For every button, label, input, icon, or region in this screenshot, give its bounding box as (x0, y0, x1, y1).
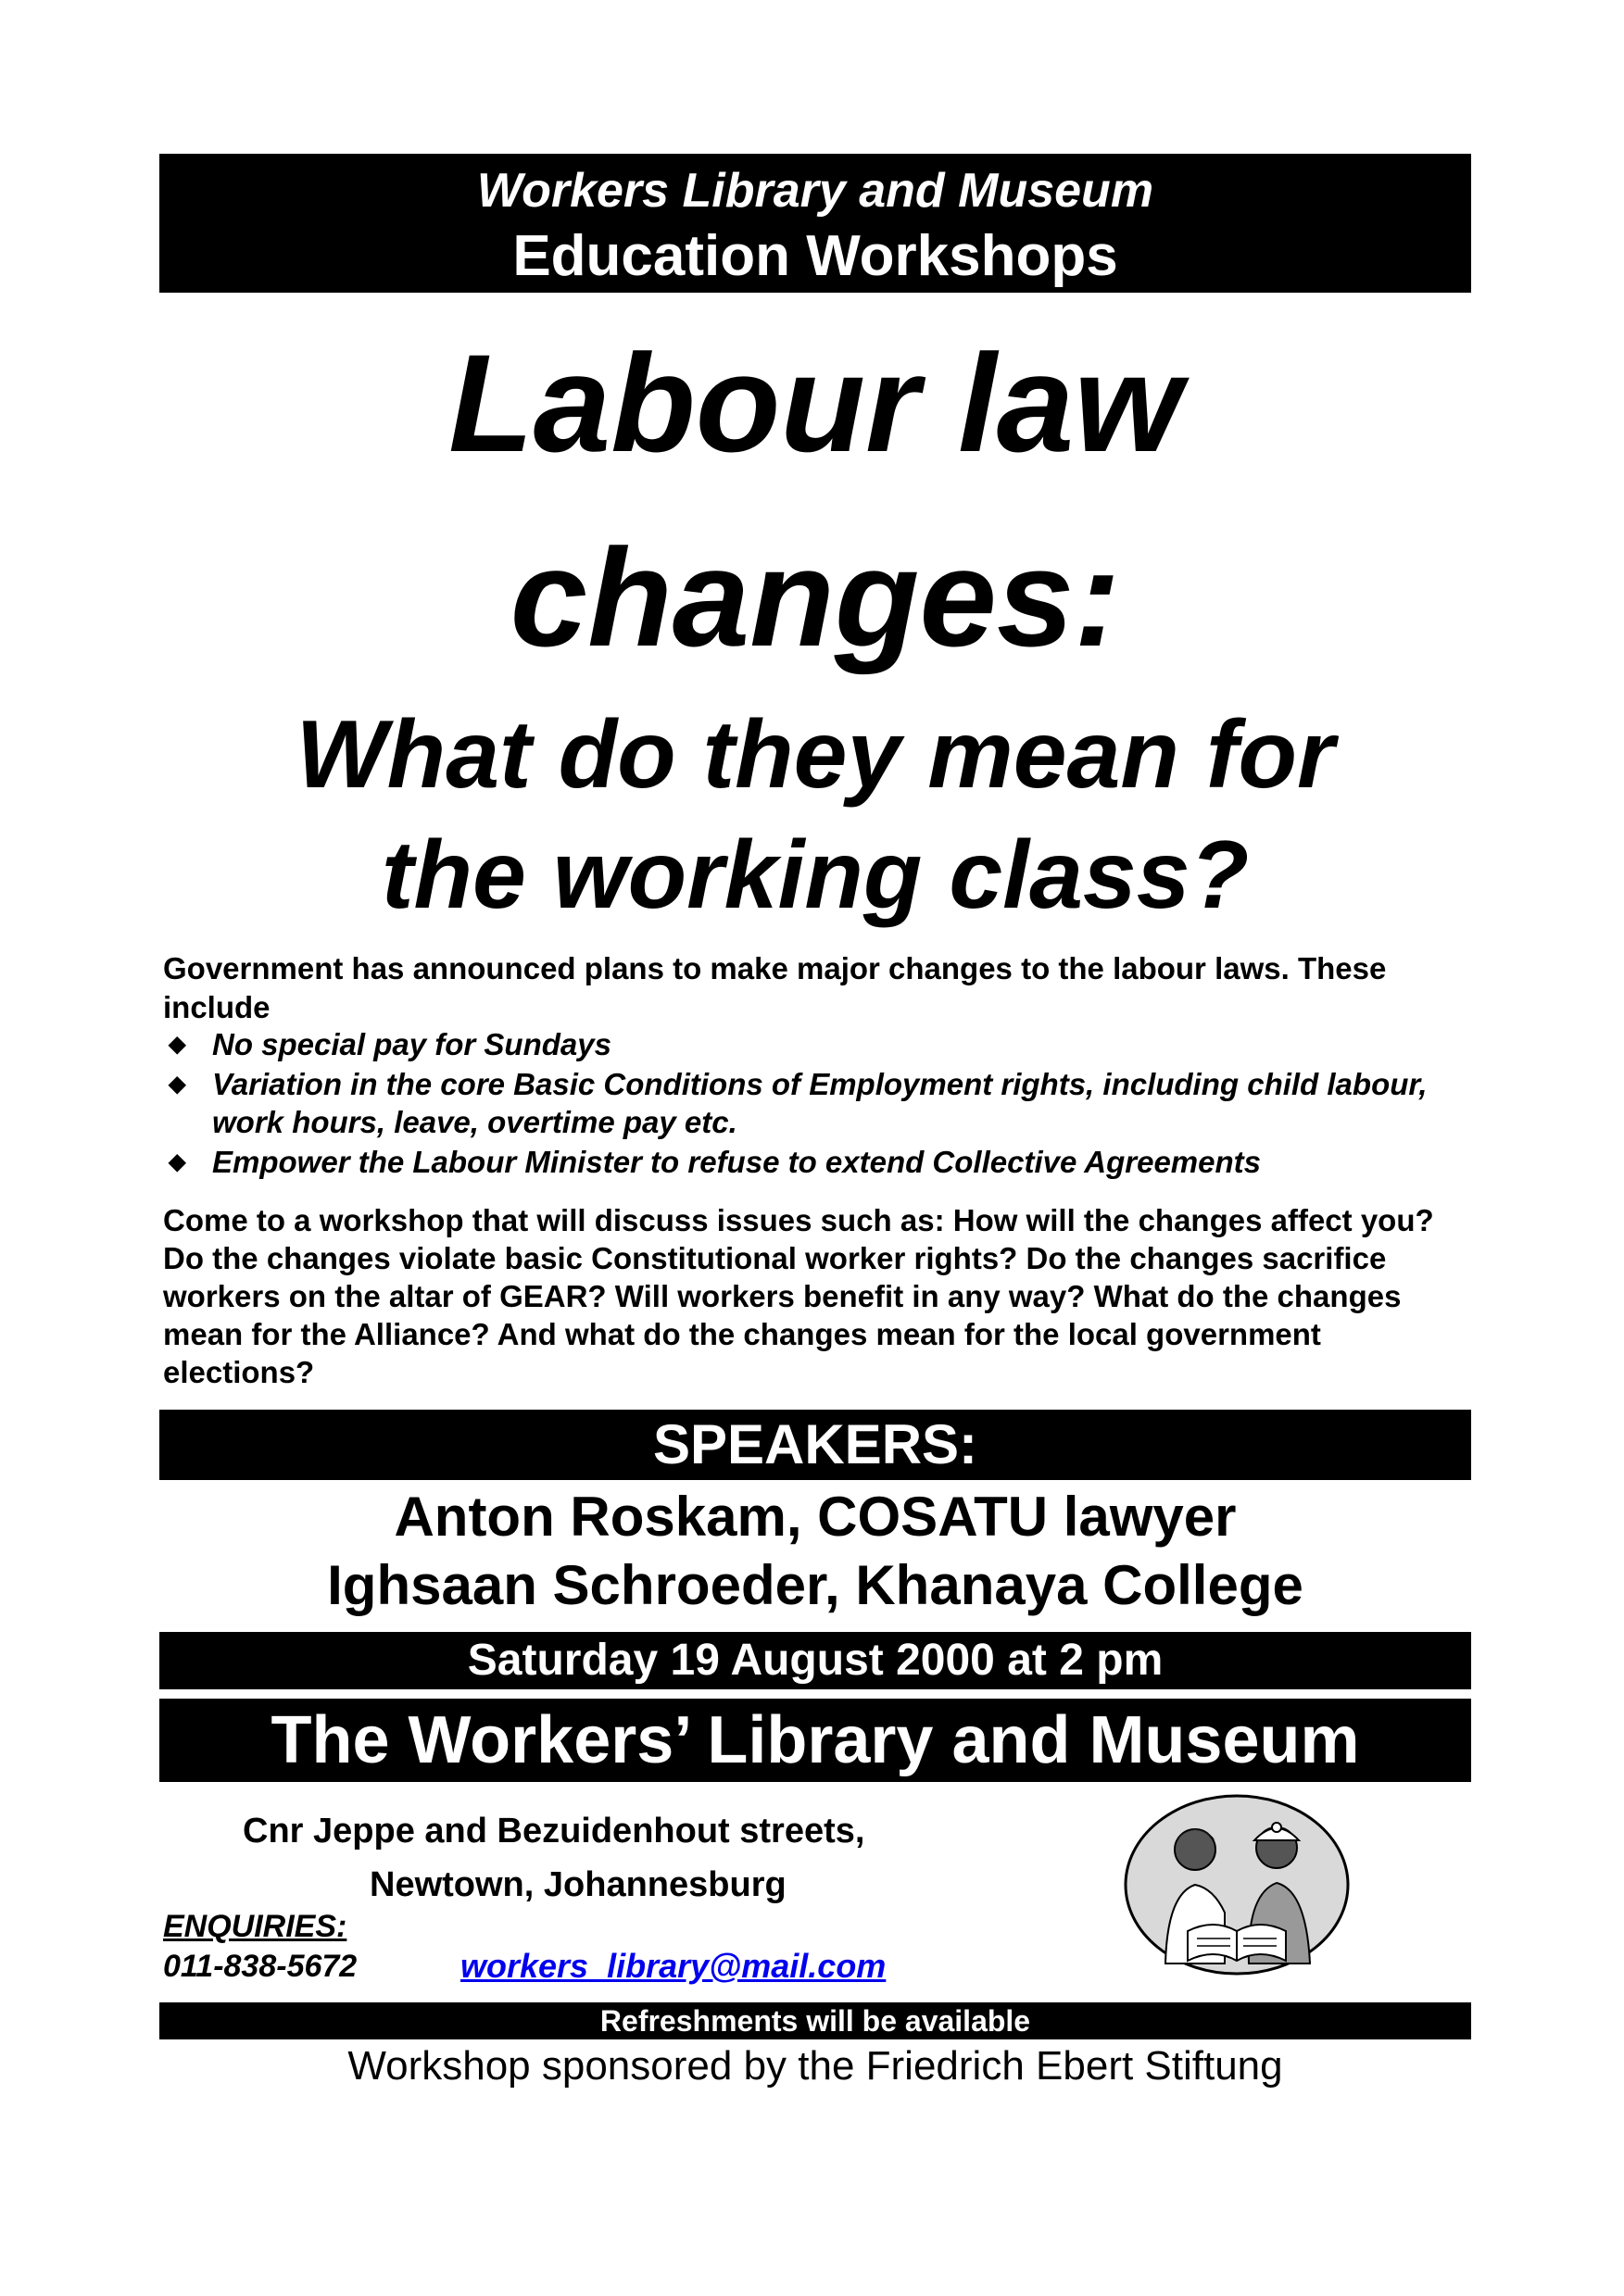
subtitle-line-2: the working class? (381, 822, 1250, 929)
subtitle-line-1: What do they mean for (296, 701, 1335, 809)
list-item (163, 1143, 1479, 1181)
speaker-name-2: Ighsaan Schroeder, Khanaya College (327, 1554, 1303, 1616)
list-item-text: No special pay for Sundays (212, 1027, 611, 1061)
workshop-description: Come to a workshop that will discuss issues such as: How will the changes affect you? Do the changes violate basic Constitutional worker rights? Do the changes sacrifice workers on the altar of GEAR? Will workers benefit in any way? What do the changes mean for the Alliance? And what do the changes mean for the local government elections? (163, 1203, 1434, 1389)
speaker-name-1: Anton Roskam, COSATU lawyer (394, 1486, 1237, 1548)
enquiries-label: ENQUIRIES: (163, 1909, 347, 1944)
header-banner (159, 154, 1471, 293)
diamond-bullet-icon: ◆ (169, 1149, 186, 1174)
intro-paragraph: Government has announced plans to make major changes to the labour laws. These include (163, 951, 1387, 1024)
list-item-text: Variation in the core Basic Conditions of Employment rights, including child labour, work hours, leave, overtime pay etc. (212, 1067, 1428, 1139)
main-title-line-1: Labour law (448, 325, 1182, 481)
list-item (163, 1065, 1479, 1141)
speakers-heading: SPEAKERS: (159, 1410, 1471, 1480)
phone-number: 011-838-5672 (163, 1949, 358, 1984)
address-line-2: Newtown, Johannesburg (370, 1865, 787, 1904)
series-title: Education Workshops (512, 224, 1118, 288)
organisation-name: Workers Library and Museum (476, 164, 1154, 218)
email-link[interactable]: workers_library@mail.com (460, 1947, 887, 1985)
event-date-banner: Saturday 19 August 2000 at 2 pm (159, 1632, 1471, 1689)
address-line-1: Cnr Jeppe and Bezuidenhout streets, (243, 1812, 865, 1851)
two-readers-with-book-logo (1121, 1792, 1353, 1977)
venue-banner: The Workers’ Library and Museum (159, 1699, 1471, 1782)
sponsor-note: Workshop sponsored by the Friedrich Ebert Stiftung (347, 2043, 1283, 2089)
list-item-text: Empower the Labour Minister to refuse to extend Collective Agreements (212, 1145, 1262, 1179)
changes-list (163, 1025, 1479, 1181)
main-title-line-2: changes: (510, 520, 1121, 675)
diamond-bullet-icon: ◆ (169, 1032, 186, 1057)
list-item (163, 1025, 1479, 1063)
refreshments-banner: Refreshments will be available (159, 2002, 1471, 2039)
diamond-bullet-icon: ◆ (169, 1072, 186, 1097)
